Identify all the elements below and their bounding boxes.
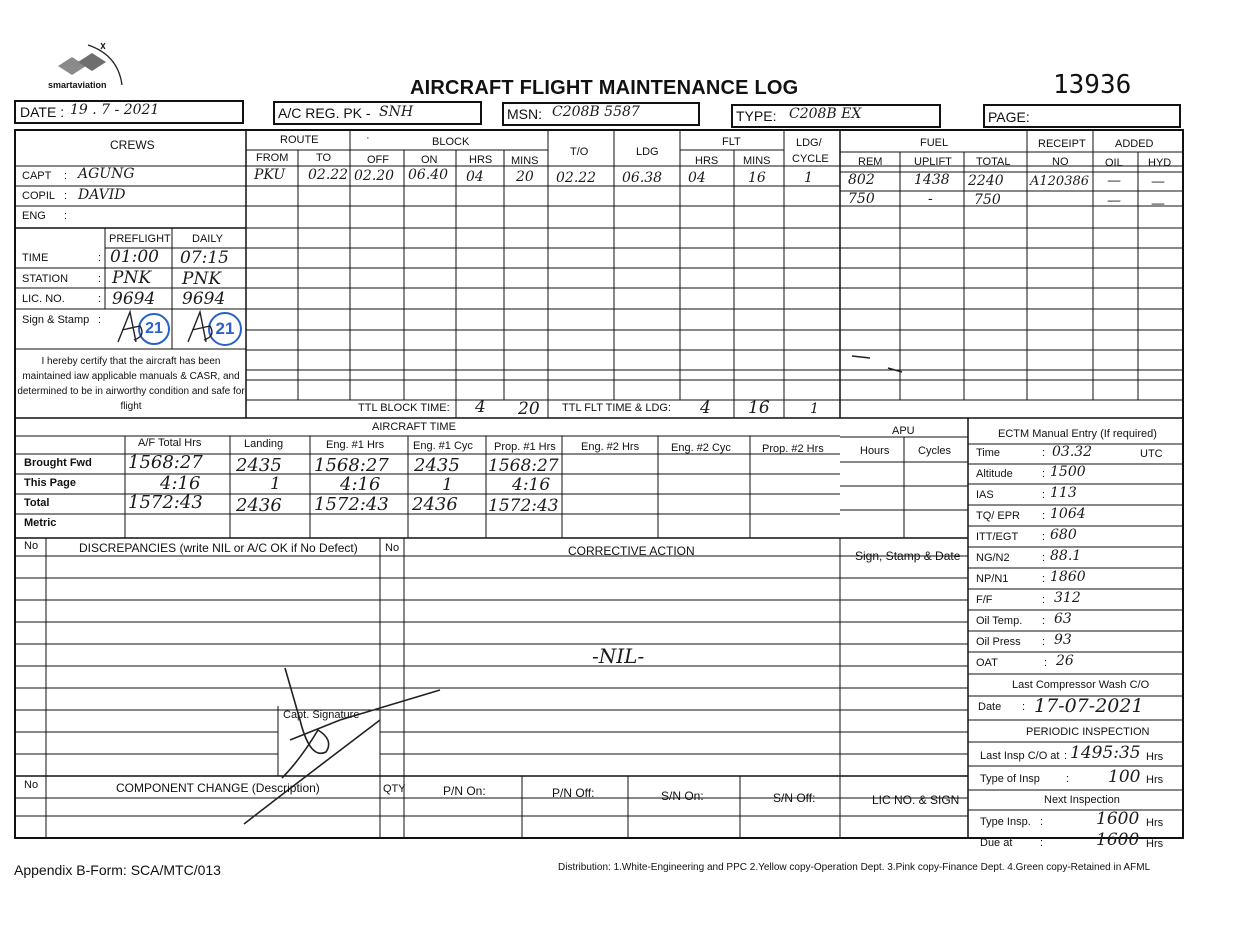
ectm-oat-value[interactable]: 26 bbox=[1056, 653, 1074, 669]
row2-total[interactable]: 750 bbox=[974, 192, 1001, 208]
block-dot: · bbox=[366, 132, 370, 144]
ectm-time-value[interactable]: 03.32 bbox=[1052, 444, 1093, 460]
page-label: PAGE: bbox=[988, 109, 1030, 125]
row1-mins[interactable]: 20 bbox=[516, 169, 534, 185]
apu-title: APU bbox=[892, 425, 915, 437]
row1-flt-mins[interactable]: 16 bbox=[748, 170, 766, 186]
next-insp-title: Next Inspection bbox=[1044, 794, 1120, 806]
comp-lic: LIC NO. & SIGN bbox=[872, 793, 960, 807]
distribution-note: Distribution: 1.White-Engineering and PPC 2.Yellow copy-Operation Dept. 3.Pink copy-Finance Dept. 4.Green copy-Retained in AFML bbox=[558, 862, 1151, 873]
ectm-altitude-value[interactable]: 1500 bbox=[1050, 464, 1086, 480]
metric-label: Metric bbox=[24, 517, 57, 529]
due-hrs: Hrs bbox=[1146, 838, 1164, 850]
row2-uplift[interactable]: - bbox=[928, 191, 933, 207]
ectm-np-colon: : bbox=[1042, 573, 1046, 585]
row1-receipt[interactable]: A120386 bbox=[1030, 174, 1090, 189]
crew-capt-value[interactable]: AGUNG bbox=[78, 166, 135, 182]
row1-hyd[interactable]: — bbox=[1151, 174, 1165, 190]
due-colon: : bbox=[1040, 837, 1044, 849]
ectm-time-colon: : bbox=[1042, 447, 1046, 459]
last-insp-colon: : bbox=[1064, 750, 1068, 762]
row1-rem[interactable]: 802 bbox=[848, 172, 875, 188]
crew-copil-label: COPIL bbox=[22, 190, 56, 202]
crew-capt-label: CAPT bbox=[22, 170, 52, 182]
ldg-header: LDG bbox=[636, 146, 659, 158]
ectm-tq-value[interactable]: 1064 bbox=[1050, 506, 1086, 522]
ectm-oat-label: OAT bbox=[976, 657, 998, 669]
tot-eng1-cyc[interactable]: 2436 bbox=[412, 494, 458, 515]
added-header: ADDED bbox=[1115, 138, 1154, 150]
route-header: ROUTE bbox=[280, 134, 319, 146]
row1-ldg[interactable]: 06.38 bbox=[622, 170, 663, 186]
ectm-ng-label: NG/N2 bbox=[976, 552, 1010, 564]
col-eng2-hrs: Eng. #2 Hrs bbox=[581, 441, 640, 453]
row2-oil[interactable]: — bbox=[1107, 193, 1121, 209]
ectm-oil-press-colon: : bbox=[1042, 636, 1046, 648]
apu-cycles: Cycles bbox=[918, 445, 952, 457]
row2-rem[interactable]: 750 bbox=[848, 191, 875, 207]
row1-oil[interactable]: — bbox=[1107, 173, 1121, 189]
row1-hrs[interactable]: 04 bbox=[466, 169, 484, 185]
date-value: 19 . 7 - 2021 bbox=[70, 102, 160, 118]
ectm-time-unit: UTC bbox=[1140, 448, 1163, 460]
total-header: TOTAL bbox=[976, 156, 1011, 168]
ectm-np-value[interactable]: 1860 bbox=[1050, 569, 1086, 585]
row1-off[interactable]: 02.20 bbox=[354, 168, 395, 184]
mins-header: MINS bbox=[511, 155, 539, 167]
bf-landing[interactable]: 2435 bbox=[236, 455, 282, 476]
type-value: C208B EX bbox=[789, 106, 862, 122]
type-insp-value[interactable]: 100 bbox=[1108, 767, 1141, 787]
tot-af-total[interactable]: 1572:43 bbox=[128, 492, 203, 513]
due-value[interactable]: 1600 bbox=[1096, 830, 1140, 850]
bf-prop1-hrs[interactable]: 1568:27 bbox=[488, 456, 559, 476]
type-insp-hrs: Hrs bbox=[1146, 774, 1164, 786]
ectm-itt-colon: : bbox=[1042, 531, 1046, 543]
block-header: BLOCK bbox=[432, 136, 470, 148]
time-label: TIME bbox=[22, 252, 49, 264]
ectm-np-label: NP/N1 bbox=[976, 573, 1009, 585]
flt-hrs-header: HRS bbox=[695, 155, 719, 167]
tp-eng1-cyc[interactable]: 1 bbox=[442, 475, 453, 495]
next-type-label: Type Insp. bbox=[980, 816, 1031, 828]
wash-date-label: Date bbox=[978, 701, 1002, 713]
lic-daily[interactable]: 9694 bbox=[182, 289, 226, 309]
crew-eng-colon: : bbox=[64, 210, 68, 222]
last-insp-hrs: Hrs bbox=[1146, 751, 1164, 763]
ectm-oil-temp-value[interactable]: 63 bbox=[1054, 611, 1072, 627]
tot-eng1-hrs[interactable]: 1572:43 bbox=[314, 494, 389, 515]
crew-copil-colon: : bbox=[64, 190, 68, 202]
ectm-tq-label: TQ/ EPR bbox=[976, 510, 1021, 522]
corr-no-header: No bbox=[385, 542, 400, 554]
reg-label: A/C REG. PK - bbox=[278, 105, 371, 121]
lic-preflight[interactable]: 9694 bbox=[112, 289, 156, 309]
capt-signature-label: Capt. Signature bbox=[283, 709, 360, 721]
comp-pn-on: P/N On: bbox=[443, 784, 486, 798]
receipt-header-1: RECEIPT bbox=[1038, 138, 1086, 150]
lic-colon: : bbox=[98, 293, 102, 305]
comp-sn-off: S/N Off: bbox=[773, 791, 816, 805]
tot-landing[interactable]: 2436 bbox=[236, 495, 282, 516]
sign-stamp-colon: : bbox=[98, 314, 102, 326]
ttl-flt-ldg[interactable]: 1 bbox=[810, 401, 819, 417]
ttl-flt-mins[interactable]: 16 bbox=[748, 398, 770, 418]
col-daily: DAILY bbox=[192, 233, 223, 245]
ttl-flt-hrs[interactable]: 4 bbox=[700, 398, 711, 418]
ectm-ff-colon: : bbox=[1042, 594, 1046, 606]
row1-takeoff[interactable]: 02.22 bbox=[556, 170, 597, 186]
ectm-itt-value[interactable]: 680 bbox=[1050, 527, 1077, 543]
next-type-value[interactable]: 1600 bbox=[1096, 809, 1140, 829]
aircraft-time-title: AIRCRAFT TIME bbox=[372, 421, 456, 433]
comp-pn-off: P/N Off: bbox=[552, 786, 595, 800]
type-insp-colon: : bbox=[1066, 773, 1070, 785]
col-eng1-hrs: Eng. #1 Hrs bbox=[326, 439, 385, 451]
tp-eng1-hrs[interactable]: 4:16 bbox=[340, 474, 381, 495]
msn-value: C208B 5587 bbox=[552, 104, 640, 120]
ectm-ng-colon: : bbox=[1042, 552, 1046, 564]
row1-to[interactable]: 02.22 bbox=[308, 167, 349, 183]
daily-stamp-number: 21 bbox=[215, 319, 235, 338]
time-daily[interactable]: 07:15 bbox=[180, 248, 229, 268]
type-insp-label: Type of Insp bbox=[980, 773, 1040, 785]
total-label: Total bbox=[24, 497, 50, 509]
crews-header: CREWS bbox=[110, 138, 155, 152]
flt-mins-header: MINS bbox=[743, 155, 771, 167]
col-landing: Landing bbox=[244, 438, 284, 450]
form-number: Appendix B-Form: SCA/MTC/013 bbox=[14, 862, 221, 878]
to-col-header: T/O bbox=[570, 146, 589, 158]
wash-date-value[interactable]: 17-07-2021 bbox=[1034, 695, 1144, 717]
sign-stamp-date: Sign, Stamp & Date bbox=[855, 549, 961, 563]
page-title: AIRCRAFT FLIGHT MAINTENANCE LOG bbox=[410, 77, 799, 99]
type-label: TYPE: bbox=[736, 108, 777, 124]
ectm-time-label: Time bbox=[976, 447, 1001, 459]
fuel-header: FUEL bbox=[920, 137, 949, 149]
crew-eng-label: ENG bbox=[22, 210, 46, 222]
disc-no-header: No bbox=[24, 540, 39, 552]
hyd-header: HYD bbox=[1148, 157, 1172, 169]
ectm-oil-temp-colon: : bbox=[1042, 615, 1046, 627]
oil-header: OIL bbox=[1105, 157, 1123, 169]
row1-total[interactable]: 2240 bbox=[968, 173, 1004, 189]
logo-text: smartaviation bbox=[48, 80, 107, 90]
brought-fwd-label: Brought Fwd bbox=[24, 457, 92, 469]
date-label: DATE : bbox=[20, 104, 65, 120]
tp-prop1-hrs[interactable]: 4:16 bbox=[512, 475, 551, 495]
nil-entry[interactable]: -NIL- bbox=[592, 644, 645, 668]
ttl-flt-label: TTL FLT TIME & LDG: bbox=[562, 402, 672, 414]
ectm-oil-press-value[interactable]: 93 bbox=[1054, 632, 1072, 648]
ectm-altitude-label: Altitude bbox=[976, 468, 1013, 480]
station-colon: : bbox=[98, 273, 102, 285]
apu-hours: Hours bbox=[860, 445, 890, 457]
row1-from[interactable]: PKU bbox=[254, 167, 286, 183]
station-label: STATION bbox=[22, 273, 69, 285]
wash-date-colon: : bbox=[1022, 701, 1026, 713]
col-preflight: PREFLIGHT bbox=[109, 233, 171, 245]
due-label: Due at bbox=[980, 837, 1013, 849]
flt-header: FLT bbox=[722, 136, 741, 148]
lic-label: LIC. NO. bbox=[22, 293, 65, 305]
ectm-ng-value[interactable]: 88.1 bbox=[1050, 548, 1082, 564]
ttl-block-label: TTL BLOCK TIME: bbox=[358, 402, 450, 414]
ectm-oat-colon: : bbox=[1044, 657, 1048, 669]
rem-header: REM bbox=[858, 156, 883, 168]
time-preflight[interactable]: 01:00 bbox=[110, 247, 159, 267]
ectm-ff-value[interactable]: 312 bbox=[1054, 590, 1081, 606]
ttl-block-hrs[interactable]: 4 bbox=[475, 397, 486, 417]
from-header: FROM bbox=[256, 152, 289, 164]
hrs-header: HRS bbox=[469, 154, 493, 166]
ectm-itt-label: ITT/EGT bbox=[976, 531, 1019, 543]
time-colon: : bbox=[98, 252, 102, 264]
row1-cycle[interactable]: 1 bbox=[804, 170, 813, 186]
bf-af-total[interactable]: 1568:27 bbox=[128, 452, 203, 473]
wash-title: Last Compressor Wash C/O bbox=[1012, 679, 1150, 691]
ectm-ias-value[interactable]: 113 bbox=[1050, 485, 1077, 501]
comp-sn-on: S/N On: bbox=[661, 789, 704, 803]
sign-stamp-label: Sign & Stamp bbox=[22, 314, 90, 326]
reg-value: SNH bbox=[379, 104, 414, 120]
crew-capt-colon: : bbox=[64, 170, 68, 182]
last-insp-label: Last Insp C/O at bbox=[980, 750, 1060, 762]
col-af-total: A/F Total Hrs bbox=[138, 437, 202, 449]
ectm-oil-temp-label: Oil Temp. bbox=[976, 615, 1023, 627]
ectm-oil-press-label: Oil Press bbox=[976, 636, 1021, 648]
ldg-cycle-header-2: CYCLE bbox=[792, 153, 829, 165]
tot-prop1-hrs[interactable]: 1572:43 bbox=[488, 496, 559, 516]
comp-title: COMPONENT CHANGE (Description) bbox=[116, 781, 320, 795]
disc-title: DISCREPANCIES (write NIL or A/C OK if No Defect) bbox=[79, 541, 358, 555]
ectm-tq-colon: : bbox=[1042, 510, 1046, 522]
preflight-stamp-number: 21 bbox=[145, 320, 163, 337]
ectm-altitude-colon: : bbox=[1042, 468, 1046, 480]
col-prop1-hrs: Prop. #1 Hrs bbox=[494, 441, 556, 453]
log-number: 13936 bbox=[1053, 70, 1132, 100]
ectm-ias-colon: : bbox=[1042, 489, 1046, 501]
col-eng2-cyc: Eng. #2 Cyc bbox=[671, 442, 731, 454]
tp-landing[interactable]: 1 bbox=[270, 474, 281, 494]
next-type-colon: : bbox=[1040, 816, 1044, 828]
row2-hyd[interactable]: — bbox=[1151, 196, 1165, 212]
bf-eng1-cyc[interactable]: 2435 bbox=[414, 455, 460, 476]
ectm-ias-label: IAS bbox=[976, 489, 994, 501]
comp-no-header: No bbox=[24, 779, 39, 791]
bf-eng1-hrs[interactable]: 1568:27 bbox=[314, 455, 389, 476]
receipt-header-2: NO bbox=[1052, 156, 1069, 168]
col-eng1-cyc: Eng. #1 Cyc bbox=[413, 440, 473, 452]
station-daily[interactable]: PNK bbox=[182, 269, 222, 289]
row1-flt-hrs[interactable]: 04 bbox=[688, 170, 706, 186]
certify-text: I hereby certify that the aircraft has been maintained iaw applicable manuals & CASR, and determined to be in airworthy condition and safe for flight bbox=[17, 356, 245, 412]
to-header: TO bbox=[316, 152, 332, 164]
corrective-title: CORRECTIVE ACTION bbox=[568, 544, 695, 558]
row1-on[interactable]: 06.40 bbox=[408, 167, 449, 183]
msn-label: MSN: bbox=[507, 106, 542, 122]
this-page-label: This Page bbox=[24, 477, 76, 489]
ectm-title: ECTM Manual Entry (If required) bbox=[998, 428, 1157, 440]
tp-af-total[interactable]: 4:16 bbox=[160, 473, 201, 494]
next-type-hrs: Hrs bbox=[1146, 817, 1164, 829]
comp-qty: QTY bbox=[383, 783, 406, 795]
last-insp-value[interactable]: 1495:35 bbox=[1070, 743, 1141, 763]
off-header: OFF bbox=[367, 154, 389, 166]
ectm-ff-label: F/F bbox=[976, 594, 993, 606]
ldg-cycle-header-1: LDG/ bbox=[796, 137, 822, 149]
col-prop2-hrs: Prop. #2 Hrs bbox=[762, 443, 824, 455]
uplift-header: UPLIFT bbox=[914, 156, 952, 168]
row1-uplift[interactable]: 1438 bbox=[914, 172, 950, 188]
station-preflight[interactable]: PNK bbox=[112, 268, 152, 288]
ttl-block-mins[interactable]: 20 bbox=[518, 399, 540, 419]
crew-copil-value[interactable]: DAVID bbox=[78, 187, 126, 203]
periodic-title: PERIODIC INSPECTION bbox=[1026, 726, 1150, 738]
on-header: ON bbox=[421, 154, 438, 166]
